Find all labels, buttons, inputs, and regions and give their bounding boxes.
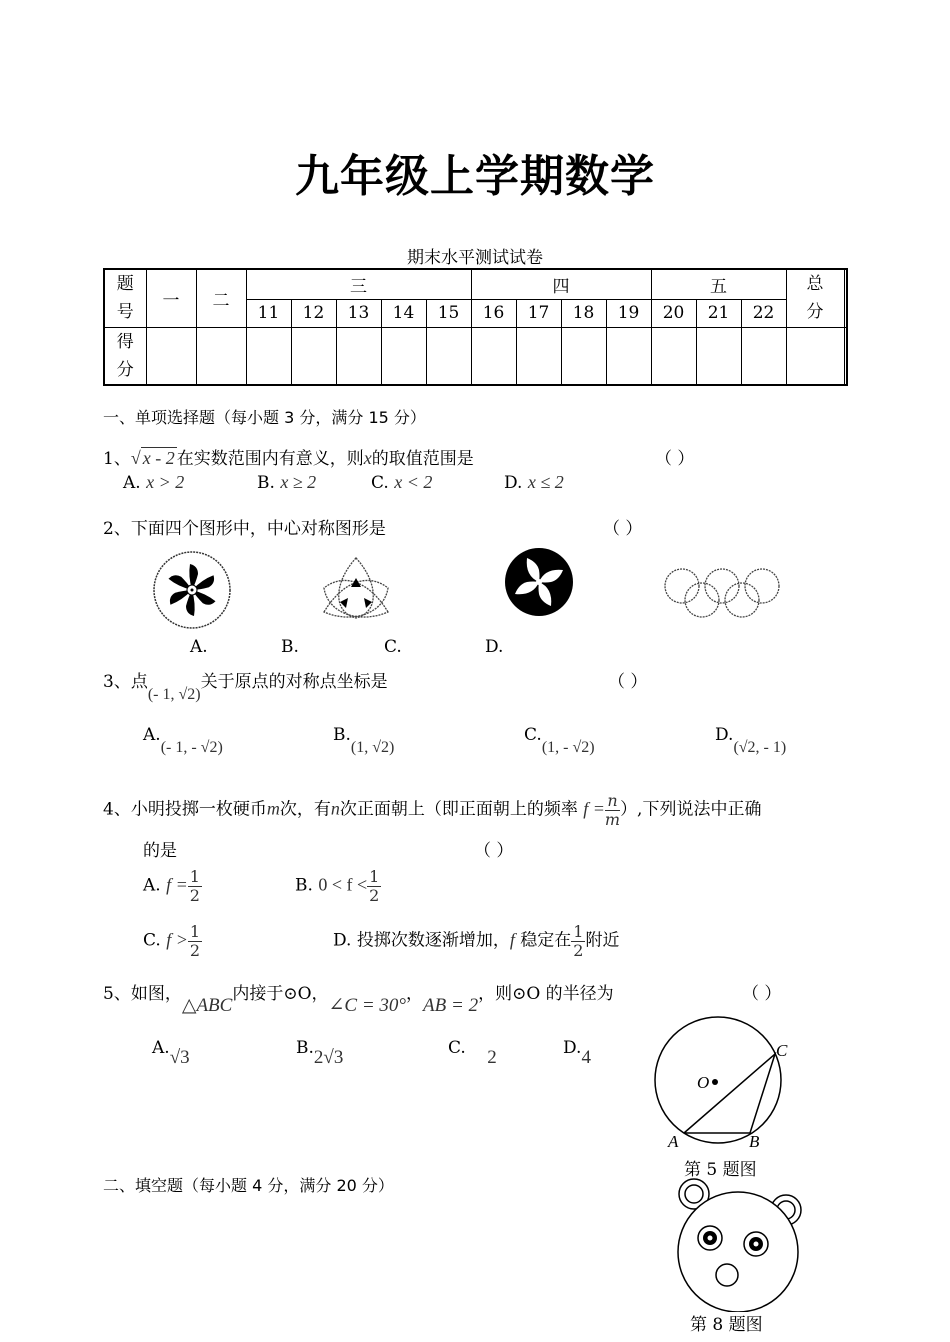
q1-text2: 的取值范围是 <box>371 449 474 469</box>
olympic-rings-figure-d[interactable] <box>662 566 790 620</box>
q4-line-2: 的是 <box>143 841 177 861</box>
question-number: 12 <box>291 299 336 327</box>
score-table <box>103 268 848 386</box>
q1-text: 在实数范围内有意义，则 <box>176 449 364 469</box>
question-number: 18 <box>561 299 606 327</box>
q2-option-b[interactable]: B. <box>281 637 299 657</box>
q5-option-c[interactable]: C. 2 <box>448 1038 497 1068</box>
score-cell[interactable] <box>196 327 246 385</box>
q1-option-b[interactable]: B. x ≥ 2 <box>257 472 317 493</box>
fig5-label-b: B <box>749 1132 760 1151</box>
score-cell[interactable] <box>516 327 561 385</box>
question-number: 13 <box>336 299 381 327</box>
q1-option-d[interactable]: D. x ≤ 2 <box>504 472 564 493</box>
q1-prefix: 1、 <box>103 449 131 469</box>
q5-option-a[interactable]: A.√3 <box>152 1038 190 1068</box>
score-cell[interactable] <box>471 327 516 385</box>
question-number: 22 <box>741 299 786 327</box>
q4-option-b[interactable]: B. 0 < f < $\frac{1}{2}$ <box>295 867 380 905</box>
score-cell[interactable] <box>146 327 196 385</box>
score-cell[interactable] <box>246 327 291 385</box>
q3-point: (- 1, √2) <box>147 686 201 703</box>
group-four: 四 <box>471 269 651 299</box>
circle-triangle-figure <box>640 1010 800 1155</box>
score-cell[interactable] <box>741 327 786 385</box>
q2-answer-bracket[interactable]: （ ） <box>603 519 643 539</box>
score-cell[interactable] <box>291 327 336 385</box>
group-five: 五 <box>651 269 786 299</box>
question-number: 11 <box>246 299 291 327</box>
q4-answer-bracket[interactable]: （ ） <box>474 841 514 861</box>
question-number: 17 <box>516 299 561 327</box>
q5-answer-bracket[interactable]: （ ） <box>742 984 782 1004</box>
q1-answer-bracket[interactable]: （ ） <box>655 449 695 469</box>
question-number: 15 <box>426 299 471 327</box>
question-4: 4、小明投掷一枚硬币m次，有n次正面朝上（即正面朝上的频率 f = $\frac{n}{m}$ ）,下列说法中正确 <box>103 791 762 829</box>
score-cell[interactable] <box>381 327 426 385</box>
question-3: 3、点(- 1, √2)关于原点的对称点坐标是 <box>103 672 388 703</box>
fig5-label-c: C <box>776 1041 788 1060</box>
row-label-question: 题号 <box>104 269 146 327</box>
section-1-heading: 一、单项选择题（每小题 3 分，满分 15 分） <box>103 408 426 427</box>
fig8-caption: 第 8 题图 <box>690 1315 763 1335</box>
question-number: 20 <box>651 299 696 327</box>
score-cell[interactable] <box>651 327 696 385</box>
page-title: 九年级上学期数学 <box>295 151 655 202</box>
score-cell[interactable] <box>696 327 741 385</box>
question-number: 16 <box>471 299 516 327</box>
question-number: 21 <box>696 299 741 327</box>
col-one: 一 <box>146 269 196 327</box>
score-cell[interactable] <box>561 327 606 385</box>
score-cell[interactable] <box>426 327 471 385</box>
q1-option-c[interactable]: C. x < 2 <box>371 472 433 493</box>
q3-option-c[interactable]: C.(1, - √2) <box>524 725 595 756</box>
q3-option-a[interactable]: A.(- 1, - √2) <box>143 725 223 756</box>
score-cell[interactable] <box>786 327 844 385</box>
q2-option-c[interactable]: C. <box>384 637 402 657</box>
question-5: 5、如图，△ABC内接于⊙O，∠C = 30°，AB = 2，则⊙O 的半径为 <box>103 984 614 1016</box>
triquetra-figure-b[interactable] <box>318 552 394 626</box>
question-1 <box>103 444 474 469</box>
q2-option-a[interactable]: A. <box>190 637 208 657</box>
question-2: 2、下面四个图形中，中心对称图形是 <box>103 519 386 539</box>
question-number: 14 <box>381 299 426 327</box>
q2-option-d[interactable]: D. <box>485 637 504 657</box>
q3-option-d[interactable]: D.(√2, - 1) <box>715 725 787 756</box>
group-three: 三 <box>246 269 471 299</box>
q4-f-eq: f = <box>583 798 605 819</box>
q4-option-d[interactable]: D. 投掷次数逐渐增加，f 稳定在 $\frac{1}{2}$ 附近 <box>333 922 620 960</box>
pinwheel-figure-a[interactable] <box>150 548 234 632</box>
q4-option-a[interactable]: A. f = $\frac{1}{2}$ <box>143 867 200 905</box>
fig5-caption: 第 5 题图 <box>684 1160 757 1180</box>
score-cell[interactable] <box>336 327 381 385</box>
row-label-score: 得分 <box>104 327 146 385</box>
score-cell[interactable] <box>606 327 651 385</box>
col-two: 二 <box>196 269 246 327</box>
q1-var: x <box>363 448 372 468</box>
section-2-heading: 二、填空题（每小题 4 分，满分 20 分） <box>103 1176 394 1195</box>
fig5-label-a: A <box>668 1132 679 1151</box>
swirl-figure-c[interactable] <box>503 546 575 618</box>
q5-option-d[interactable]: D.4 <box>563 1038 591 1068</box>
q3-answer-bracket[interactable]: （ ） <box>608 672 648 692</box>
q1-option-a[interactable]: A. x > 2 <box>123 472 185 493</box>
question-number: 19 <box>606 299 651 327</box>
col-total: 总分 <box>786 269 844 327</box>
q1-sqrt: √ x - 2 <box>131 448 177 468</box>
fig5-label-o: O <box>697 1073 710 1092</box>
q4-option-c[interactable]: C. f > $\frac{1}{2}$ <box>143 922 201 960</box>
bear-face-figure <box>670 1176 810 1312</box>
q4-fraction: $\frac{n}{m}$ <box>604 791 621 829</box>
q3-option-b[interactable]: B.(1, √2) <box>333 725 395 756</box>
page-subtitle: 期末水平测试试卷 <box>407 248 543 268</box>
q5-option-b[interactable]: B.2√3 <box>296 1038 344 1068</box>
score-cell[interactable] <box>844 327 847 385</box>
